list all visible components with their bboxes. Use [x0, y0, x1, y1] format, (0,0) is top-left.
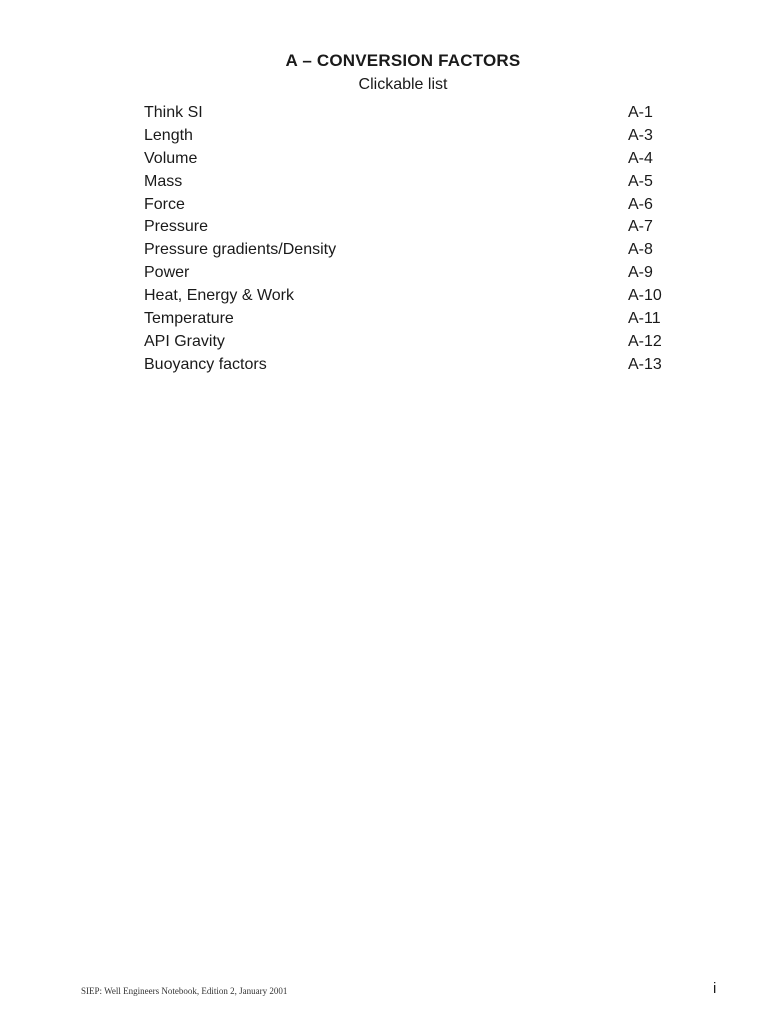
toc-item-temperature[interactable]	[144, 308, 684, 331]
toc-item-label: Think SI	[144, 104, 203, 121]
toc-list	[144, 102, 684, 377]
toc-item-page: A-13	[628, 355, 662, 373]
page-title: A – CONVERSION FACTORS	[285, 51, 521, 70]
toc-item-page: A-10	[628, 287, 662, 305]
toc-item-label: Heat, Energy & Work	[144, 287, 294, 305]
toc-item-label: Force	[144, 195, 185, 213]
toc-item-heat-energy-work[interactable]	[144, 285, 684, 308]
toc-item-page: A-5	[628, 172, 653, 190]
toc-item-page: A-7	[628, 218, 653, 236]
toc-item-page: A-1	[628, 104, 653, 121]
toc-item-page: A-8	[628, 241, 653, 259]
toc-item-label: Volume	[144, 149, 198, 167]
toc-item-length[interactable]	[144, 125, 684, 148]
toc-item-label: Mass	[144, 172, 183, 190]
footer-text: SIEP: Well Engineers Notebook, Edition 2, January 2001	[81, 986, 288, 996]
toc-item-label: Temperature	[144, 310, 234, 328]
toc-item-power[interactable]	[144, 262, 684, 285]
toc-item-page: A-9	[628, 264, 653, 282]
toc-item-label: Pressure	[144, 218, 209, 236]
toc-item-label: Buoyancy factors	[144, 355, 267, 373]
toc-item-page: A-6	[628, 195, 653, 213]
toc-item-label: API Gravity	[144, 332, 225, 350]
toc-item-pressure[interactable]	[144, 216, 684, 239]
toc-item-force[interactable]	[144, 194, 684, 217]
toc-item-page: A-4	[628, 149, 653, 167]
toc-item-label: Power	[144, 264, 190, 282]
toc-item-volume[interactable]	[144, 148, 684, 171]
toc-item-label: Pressure gradients/Density	[144, 241, 337, 259]
toc-item-label: Length	[144, 126, 193, 144]
toc-item-api-gravity[interactable]	[144, 331, 684, 354]
toc-item-mass[interactable]	[144, 171, 684, 194]
toc-item-buoyancy-factors[interactable]	[144, 354, 684, 377]
toc-item-think-si[interactable]	[144, 102, 684, 125]
toc-item-page: A-11	[628, 310, 661, 328]
page-subtitle: Clickable list	[358, 76, 448, 93]
page-number: i	[713, 980, 717, 997]
toc-item-page: A-3	[628, 126, 653, 144]
toc-item-page: A-12	[628, 332, 662, 350]
toc-item-pressure-gradients-density[interactable]	[144, 239, 684, 262]
